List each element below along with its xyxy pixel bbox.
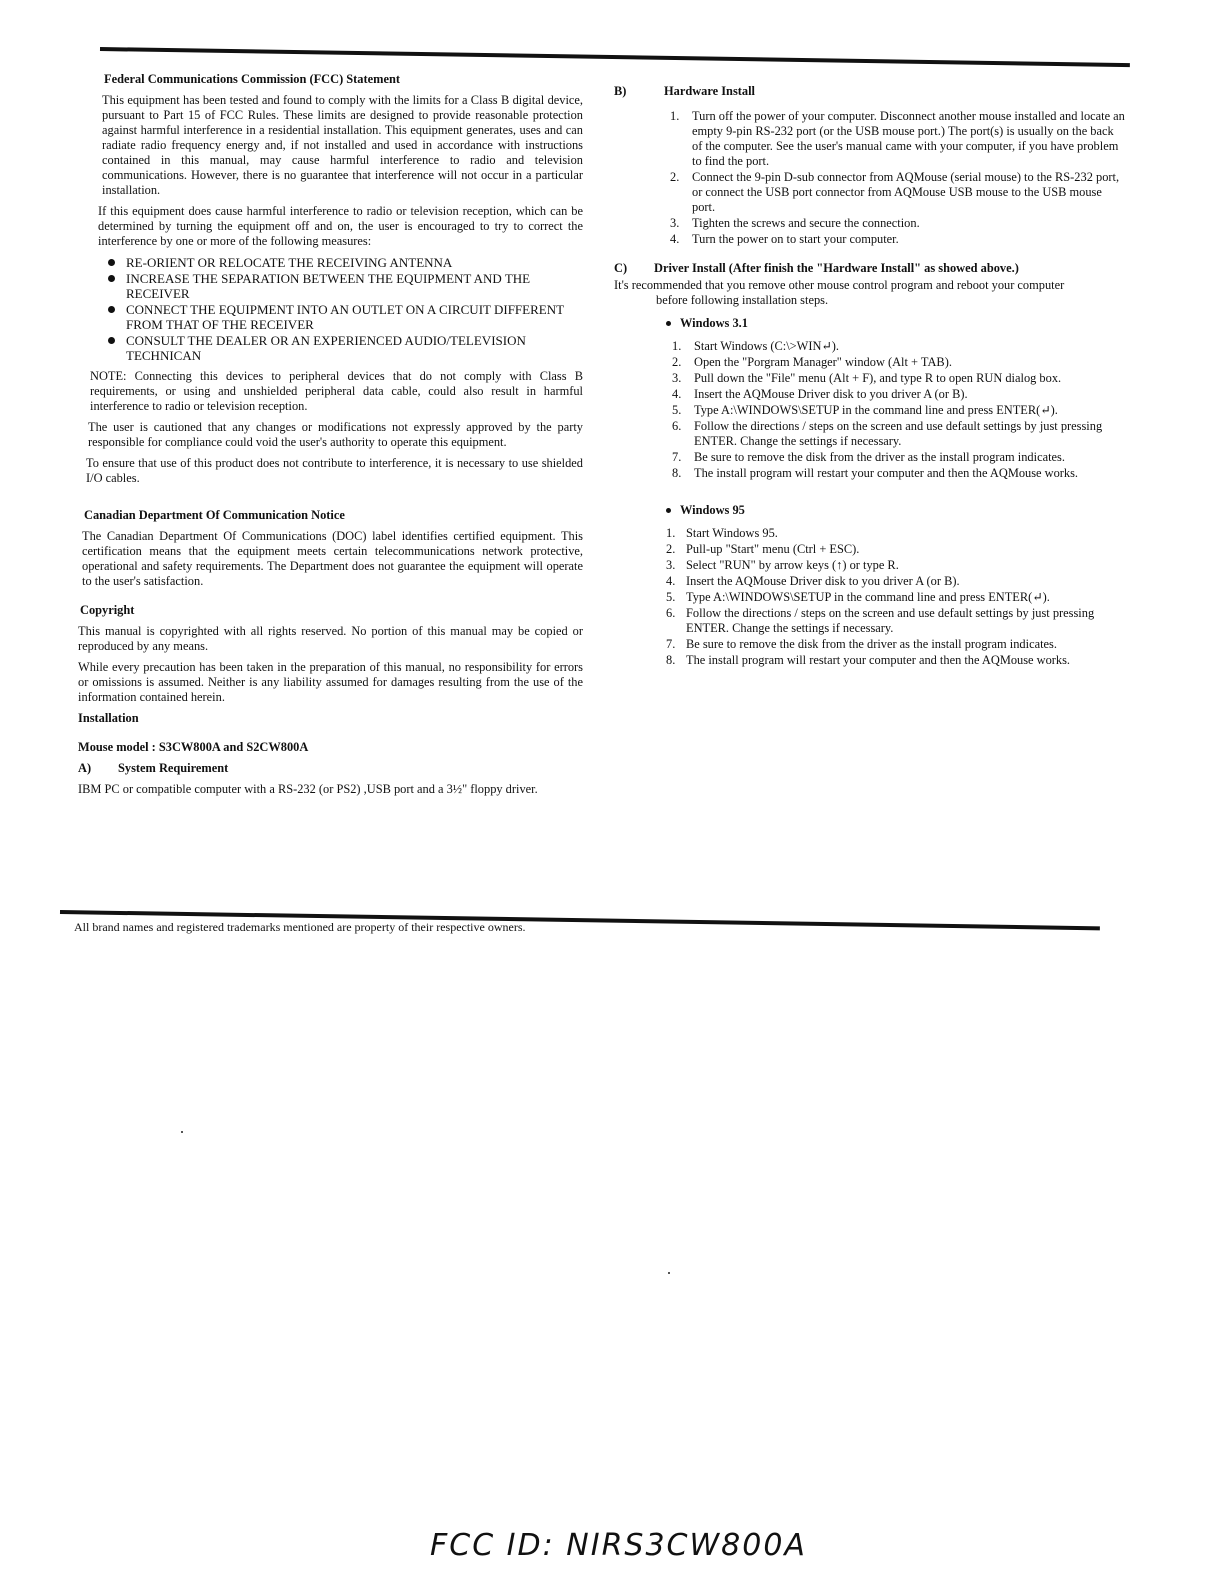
- driver-letter: C): [614, 261, 628, 275]
- list-item: 7. Be sure to remove the disk from the driver as the install program indicates.: [672, 450, 1065, 464]
- driver-intro: [614, 278, 1126, 308]
- list-item: 6. Follow the directions / steps on the screen and use default settings by just pressing ENTER. Change the settings if necessary.: [672, 419, 1103, 448]
- trademark-note: All brand names and registered trademarks mentioned are property of their respective owners.: [74, 920, 526, 934]
- win95-heading: Windows 95: [614, 503, 1126, 518]
- list-item: 1. Start Windows (C:\>WIN↵).: [672, 339, 840, 353]
- doc-paragraph: The Canadian Department Of Communications (DOC) label identifies certified equipment. This certification means that the equipment meets certain telecommunications network protective, operational and safety requirements. The Department does not guarantee the equipment will operate to the user's satisfaction.: [82, 529, 583, 588]
- driver-intro-line-1: It's recommended that you remove other mouse control program and reboot your computer: [614, 278, 1065, 292]
- win95-steps: [614, 526, 1126, 668]
- bullet-icon: [108, 275, 115, 282]
- list-item: RE-ORIENT OR RELOCATE THE RECEIVING ANTENNA: [78, 255, 583, 270]
- list-item: 8. The install program will restart your computer and then the AQMouse works.: [672, 466, 1079, 480]
- fcc-paragraph-4: To ensure that use of this product does not contribute to interference, it is necessary to use shielded I/O cables.: [86, 456, 583, 485]
- win31-steps: [614, 339, 1126, 481]
- copyright-paragraph-2: While every precaution has been taken in the preparation of this manual, no responsibility for errors or omissions is assumed. Neither is any liability assumed for damages resulting from the use of the information contained herein.: [78, 660, 583, 704]
- list-item: 3. Tighten the screws and secure the connection.: [670, 216, 920, 230]
- list-item: 3. Pull down the "File" menu (Alt + F), and type R to open RUN dialog box.: [672, 371, 1062, 385]
- list-item: 8. The install program will restart your computer and then the AQMouse works.: [666, 653, 1071, 667]
- right-column: [614, 84, 1126, 674]
- driver-heading: [614, 261, 1126, 276]
- hardware-letter: B): [614, 84, 627, 98]
- list-item: 4. Turn the power on to start your computer.: [670, 232, 899, 246]
- bullet-icon: [108, 259, 115, 266]
- list-item: 7. Be sure to remove the disk from the driver as the install program indicates.: [666, 637, 1057, 651]
- hardware-steps: [614, 109, 1126, 247]
- list-item: 1. Start Windows 95.: [666, 526, 778, 540]
- fcc-paragraph-1: This equipment has been tested and found to comply with the limits for a Class B digital device, pursuant to Part 15 of FCC Rules. These limits are designed to provide reasonable protection against harmful interference in a residential installation. This equipment generates, uses and can radiate radio frequency energy and, if not installed and used in accordance with instructions contained in this manual, may cause harmful interference to radio and television communications. However, there is no guarantee that interference will not occur in a particular installation.: [102, 93, 583, 197]
- copyright-title: Copyright: [80, 603, 135, 617]
- scan-speck: [668, 1272, 670, 1274]
- sysreq-title: System Requirement: [118, 761, 229, 775]
- fcc-paragraph-2: If this equipment does cause harmful interference to radio or television reception, which can be determined by turning the equipment off and on, the user is encouraged to try to correct the interference by one or more of the following measures:: [98, 204, 583, 248]
- list-item: 5. Type A:\WINDOWS\SETUP in the command line and press ENTER(↵).: [672, 403, 1058, 417]
- left-column: [78, 72, 583, 811]
- fcc-note: NOTE: Connecting this devices to peripheral devices that do not comply with Class B requirements, or using and unshielded peripheral data cable, could also result in harmful interference to radio or television reception.: [90, 369, 583, 413]
- bullet-icon: [108, 337, 115, 344]
- win31-heading: Windows 3.1: [614, 316, 1126, 331]
- list-item: 1. Turn off the power of your computer. Disconnect another mouse installed and locate an empty 9-pin RS-232 port (or the USB mouse port.) The port(s) is usually on the back of the computer. See the user's manual came with your computer, if you have problem to find the port.: [670, 109, 1125, 168]
- list-item: CONSULT THE DEALER OR AN EXPERIENCED AUDIO/TELEVISION TECHNICAN: [78, 333, 583, 363]
- top-rule: [100, 47, 1130, 67]
- installation-title: Installation: [78, 711, 139, 725]
- list-item: 3. Select "RUN" by arrow keys (↑) or type R.: [666, 558, 899, 572]
- hardware-heading: [614, 84, 1126, 99]
- fcc-title: Federal Communications Commission (FCC) Statement: [104, 72, 400, 86]
- list-item: 6. Follow the directions / steps on the screen and use default settings by just pressing ENTER. Change the settings if necessary.: [666, 606, 1095, 635]
- scan-speck: [181, 1131, 183, 1133]
- mouse-model-section: [78, 740, 583, 797]
- measures-list: [78, 255, 583, 363]
- sysreq-text: IBM PC or compatible computer with a RS-232 (or PS2) ,USB port and a 3½" floppy driver.: [78, 782, 538, 796]
- driver-title: Driver Install (After finish the "Hardware Install" as showed above.): [654, 261, 1019, 275]
- bullet-icon: [666, 508, 671, 513]
- sysreq-letter: A): [78, 761, 92, 775]
- bullet-icon: [666, 321, 671, 326]
- list-item: CONNECT THE EQUIPMENT INTO AN OUTLET ON A CIRCUIT DIFFERENT FROM THAT OF THE RECEIVER: [78, 302, 583, 332]
- list-item: 5. Type A:\WINDOWS\SETUP in the command line and press ENTER(↵).: [666, 590, 1050, 604]
- list-item: 2. Open the "Porgram Manager" window (Alt + TAB).: [672, 355, 952, 369]
- bullet-icon: [108, 306, 115, 313]
- list-item: 4. Insert the AQMouse Driver disk to you driver A (or B).: [672, 387, 968, 401]
- fcc-section: [78, 72, 583, 486]
- list-item: INCREASE THE SEPARATION BETWEEN THE EQUIPMENT AND THE RECEIVER: [78, 271, 583, 301]
- doc-section: [78, 508, 583, 589]
- doc-title: Canadian Department Of Communication Notice: [84, 508, 345, 522]
- hardware-title: Hardware Install: [664, 84, 755, 98]
- list-item: 2. Connect the 9-pin D-sub connector from AQMouse (serial mouse) to the RS-232 port, or connect the USB port connector from AQMouse USB mouse to the USB mouse port.: [670, 170, 1120, 214]
- mouse-model: Mouse model : S3CW800A and S2CW800A: [78, 740, 309, 754]
- driver-intro-line-2: before following installation steps.: [656, 293, 829, 307]
- copyright-section: [78, 603, 583, 726]
- copyright-paragraph-1: This manual is copyrighted with all rights reserved. No portion of this manual may be copied or reproduced by any means.: [78, 624, 583, 653]
- list-item: 4. Insert the AQMouse Driver disk to you driver A (or B).: [666, 574, 960, 588]
- list-item: 2. Pull-up "Start" menu (Ctrl + ESC).: [666, 542, 860, 556]
- fcc-paragraph-3: The user is cautioned that any changes or modifications not expressly approved by the party responsible for compliance could void the user's authority to operate this equipment.: [88, 420, 583, 449]
- fcc-id-handwritten: FCC ID: NIRS3CW800A: [430, 1528, 807, 1563]
- sysreq-heading: [78, 761, 583, 776]
